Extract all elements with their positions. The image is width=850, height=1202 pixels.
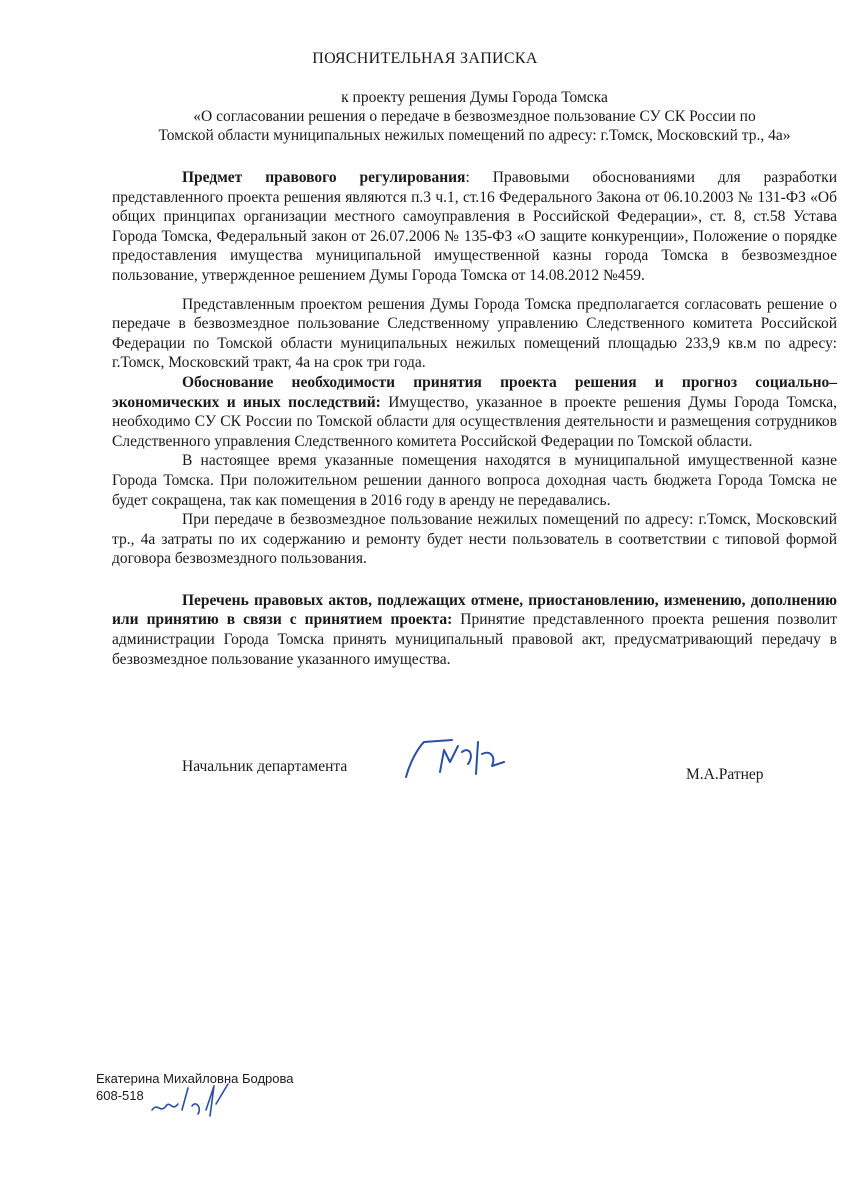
heading-legal-subject: Предмет правового регулирования (182, 169, 466, 186)
paragraph-current-status: В настоящее время указанные помещения находятся в муниципальной имущественной казне Города Томска. При положительном решении данного вопроса доходная часть бюджета Города Томска не будет сокращена, так как помещения в 2016 году в аренду не передавались. (112, 452, 837, 509)
paragraph-justification (112, 373, 837, 451)
signer-name: М.А.Ратнер (686, 766, 764, 783)
document-subtitle (112, 88, 837, 145)
executor-phone: 608-518 (96, 1088, 144, 1103)
heading-justification: Обоснование необходимости принятия проекта решения и прогноз социально–экономических и иных последствий: (112, 373, 837, 411)
heading-legal-acts: Перечень правовых актов, подлежащих отмене, приостановлению, изменению, дополнению или принятию в связи с принятием проекта: (112, 591, 837, 629)
paragraph-project-proposal: Представленным проектом решения Думы Города Томска предполагается согласовать решение о передаче в безвозмездное пользование Следственному управлению Следственного комитета Российской Федерации по Томской области муниципальных нежилых помещений площадью 233,9 кв.м по адресу: г.Томск, Московский тракт, 4а на срок три года. (112, 295, 837, 372)
subtitle-line-2: «О согласовании решения о передаче в безвозмездное пользование СУ СК России по (193, 108, 756, 125)
paragraph-legal-subject (112, 168, 837, 286)
subtitle-line-3: Томской области муниципальных нежилых помещений по адресу: г.Томск, Московский тр., 4а» (158, 127, 791, 144)
document-title: ПОЯСНИТЕЛЬНАЯ ЗАПИСКА (312, 50, 538, 67)
signer-position: Начальник департамента (182, 758, 348, 775)
head-signature-image (400, 732, 515, 792)
executor-signature-image (148, 1080, 233, 1122)
subtitle-line-1: к проекту решения Думы Города Томска (341, 89, 608, 106)
paragraph-costs: При передаче в безвозмездное пользование нежилых помещений по адресу: г.Томск, Московский тр., 4а затраты по их содержанию и ремонту будет нести пользователь в соответствии с типовой формой договора безвозмездного пользования. (112, 511, 837, 568)
text-legal-acts: Принятие представленного проекта решения позволит администрации Города Томска принять муниципальный правовой акт, предусматривающий передачу в безвозмездное пользование указанного имущества. (112, 611, 838, 668)
paragraph-legal-acts (112, 591, 837, 669)
document-body (112, 168, 837, 669)
text-justification: Имущество, указанное в проекте решения Думы Города Томска, необходимо СУ СК России по Томской области для осуществления деятельности и размещения сотрудников Следственного управления Следственного комитета Российской Федерации по Томской области. (112, 393, 837, 450)
text-legal-subject: : Правовыми обоснованиями для разработки представленного проекта решения являются п.3 ч.1, ст.16 Федерального Закона от 06.10.2003 № 131-ФЗ «Об общих принципах организации местного самоуправления в Российской Федерации», ст. 8, ст.58 Устава Города Томска, Федеральный закон от 26.07.2006 № 135-ФЗ «О защите конкуренции», Положение о порядке предоставления имущества муниципальной имущественной казны города Томска в безвозмездное пользование, утвержденное решением Думы Города Томска от 14.08.2012 №459. (112, 169, 837, 284)
executor-name: Екатерина Михайловна Бодрова (96, 1071, 294, 1086)
